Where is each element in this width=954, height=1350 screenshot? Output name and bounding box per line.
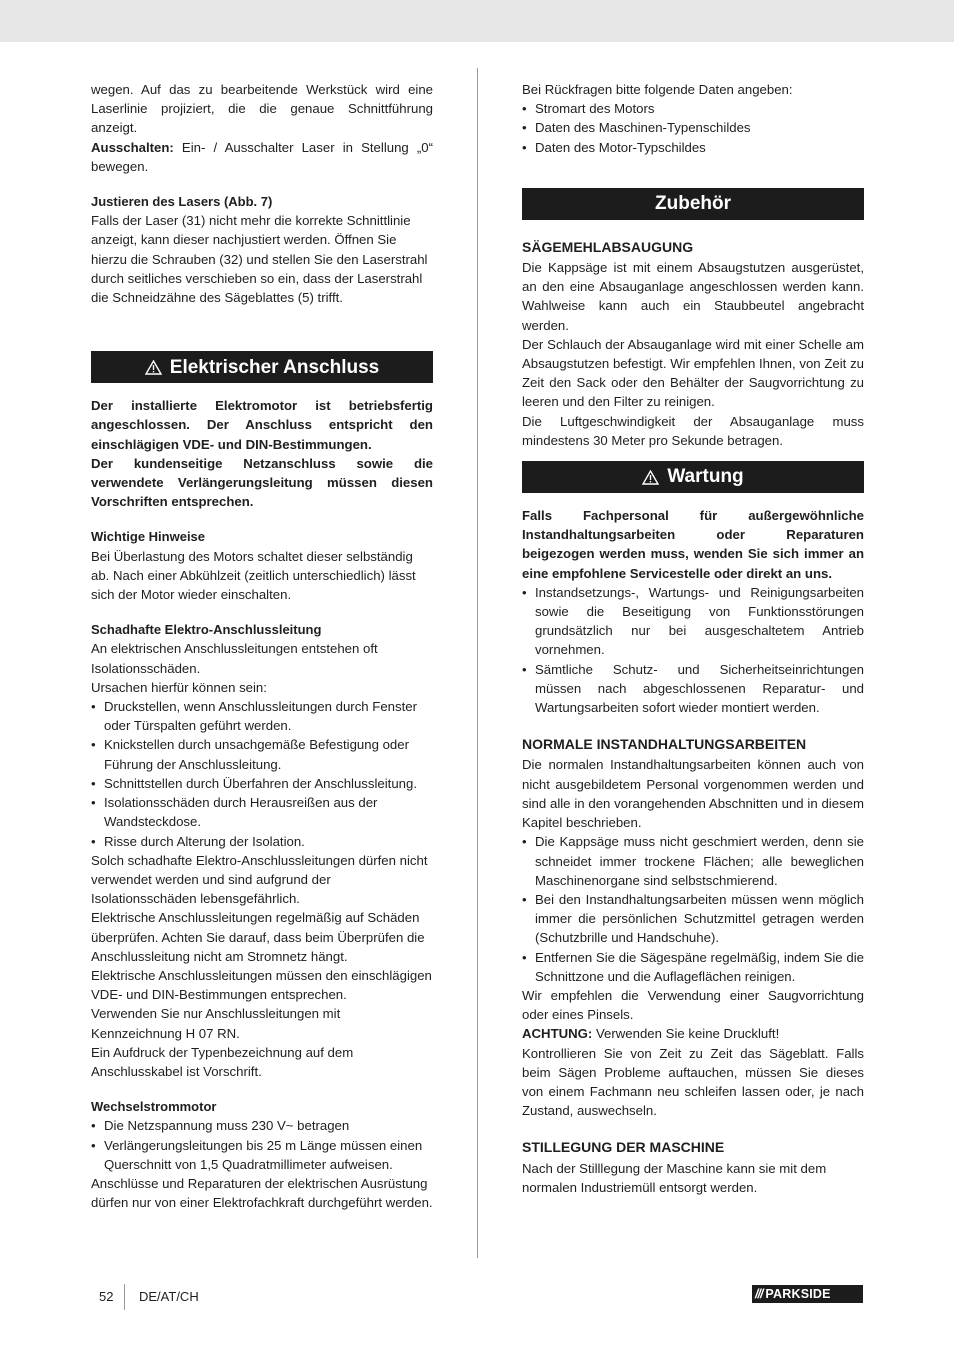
hinweise-heading: Wichtige Hinweise [91, 529, 206, 545]
section-zubehoer [522, 188, 864, 220]
achtung-text: Verwenden Sie keine Druckluft! [592, 1026, 780, 1042]
list-item: • Die Netzspannung muss 230 V~ betragen [91, 1116, 433, 1135]
list-item: • Bei den Instandhaltungsarbeiten müssen wenn möglich immer die persönlichen Schutzmittel getragen werden (Schutzbrille und Handschuhe). [522, 890, 864, 948]
rueckfragen-list [522, 99, 864, 157]
list-item: • Daten des Maschinen-Typenschildes [522, 118, 864, 137]
list-item: • Isolationsschäden durch Herausreißen aus der Wandsteckdose. [91, 793, 433, 831]
warning-icon [642, 470, 659, 485]
normale-text-2: Wir empfehlen die Verwendung einer Saugvorrichtung oder eines Pinsels. [522, 987, 864, 1023]
normale-text-3: Kontrollieren Sie von Zeit zu Zeit das Sägeblatt. Falls beim Sägen Probleme auftauchen, müssen Sie dieses von einem Fachmann neu schleifen lassen oder, je nach Zustand, auswechseln. [522, 1045, 864, 1119]
country-code: DE/AT/CH [139, 1289, 199, 1304]
warning-icon [145, 360, 162, 375]
saegemehl-text-1: Die Kappsäge ist mit einem Absaugstutzen ausgerüstet, an den eine Absauganlage angeschlossen werden kann. Wahlweise kann auch ein Staubbeutel angebracht werden. [522, 260, 864, 333]
wartung-bold: Falls Fachpersonal für außergewöhnliche Instandhaltungsarbeiten oder Reparaturen beigezogen werden muss, wenden Sie sich immer an eine empfohlene Servicestelle oder direkt an uns. [522, 508, 864, 581]
section-title: Zubehör [655, 193, 731, 215]
schadhaft-text-4: Elektrische Anschlussleitungen regelmäßig auf Schäden überprüfen. Achten Sie darauf, dass beim Überprüfen die Anschlussleitung nicht am Stromnetz hängt. [91, 910, 425, 964]
normale-list [522, 832, 864, 986]
stilllegung-text: Nach der Stilllegung der Maschine kann sie mit dem normalen Industriemüll entsorgt werden. [522, 1160, 827, 1195]
list-item: • Die Kappsäge muss nicht geschmiert werden, denn sie schneidet immer trockene Flächen; alle beweglichen Maschinenorgane sind selbstschmierend. [522, 832, 864, 890]
wartung-list [522, 583, 864, 717]
stilllegung-heading: STILLEGUNG DER MASCHINE [522, 1139, 725, 1156]
normale-text-1: Die normalen Instandhaltungsarbeiten können auch von nicht ausgebildetem Personal vorgenommen werden und sind alle in den vorangehenden Abschnitten und in diesem Kapitel beschrieben. [522, 757, 864, 831]
schadhaft-heading: Schadhafte Elektro-Anschlussleitung [91, 622, 322, 638]
ausschalten-paragraph [91, 138, 433, 176]
justieren-heading: Justieren des Lasers (Abb. 7) [91, 194, 273, 210]
list-item: • Schnittstellen durch Überfahren der Anschlussleitung. [91, 774, 433, 793]
schadhaft-text-2: Ursachen hierfür können sein: [91, 679, 267, 695]
list-item: • Stromart des Motors [522, 99, 864, 118]
right-column [522, 80, 864, 1197]
ausschalten-label: Ausschalten: [91, 139, 174, 155]
list-item: • Knickstellen durch unsachgemäße Befestigung oder Führung der Anschlussleitung. [91, 735, 433, 773]
list-item: • Sämtliche Schutz- und Sicherheitseinrichtungen müssen nach abgeschlossenen Reparatur- und Wartungsarbeiten sofort wieder montiert werden. [522, 660, 864, 718]
saegemehl-text-3: Die Luftgeschwindigkeit der Absauganlage muss mindestens 30 Meter pro Sekunde betragen. [522, 413, 864, 448]
justieren-text: Falls der Laser (31) nicht mehr die korrekte Schnittlinie anzeigt, kann dieser nachjustiert werden. Öffnen Sie hierzu die Schrauben (32) und stellen Sie den Laserstrahl durch seitliches verschieben so ein, dass der Laserstrahl die Schneidzähne des Sägeblattes (5) trifft. [91, 213, 428, 306]
list-item: • Daten des Motor-Typschildes [522, 138, 864, 157]
column-divider [477, 68, 478, 1258]
wechsel-heading: Wechselstrommotor [91, 1099, 217, 1115]
schadhaft-text-6: Verwenden Sie nur Anschlussleitungen mit Kennzeichnung H 07 RN. [91, 1006, 341, 1041]
rueckfragen-text: Bei Rückfragen bitte folgende Daten angeben: [522, 82, 793, 97]
hinweise-text: Bei Überlastung des Motors schaltet dieser selbständig ab. Nach einer Abkühlzeit (zeitlich unterschiedlich) lässt sich der Motor wieder einschalten. [91, 548, 416, 603]
wechsel-list [91, 1116, 433, 1174]
wechsel-text: Anschlüsse und Reparaturen der elektrischen Ausrüstung dürfen nur von einer Elektrofachkraft durchgeführt werden. [91, 1175, 433, 1211]
logo-text: PARKSIDE [765, 1287, 831, 1301]
page-number: 52 [99, 1289, 114, 1304]
elektrisch-bold-2: Der kundenseitige Netzanschluss sowie die verwendete Verlängerungsleitung müssen diesen Vorschriften entsprechen. [91, 455, 433, 510]
left-column [91, 80, 433, 1212]
schadhaft-text-1: An elektrischen Anschlussleitungen entstehen oft Isolationsschäden. [91, 641, 378, 676]
section-elektrischer-anschluss [91, 351, 433, 383]
footer-separator [124, 1284, 125, 1310]
header-bar [0, 0, 954, 42]
list-item: • Risse durch Alterung der Isolation. [91, 832, 433, 851]
schadhaft-text-5: Elektrische Anschlussleitungen müssen den einschlägigen VDE- und DIN-Bestimmungen entsprechen. [91, 967, 432, 1003]
schadhaft-list [91, 697, 433, 851]
ausschalten-text: Ein- / Ausschalter Laser in Stellung „0“ bewegen. [91, 139, 433, 174]
list-item: • Instandsetzungs-, Wartungs- und Reinigungsarbeiten sowie die Beseitigung von Funktionsstörungen grundsätzlich nur bei ausgeschaltetem Antrieb vornehmen. [522, 583, 864, 660]
list-item: • Verlängerungsleitungen bis 25 m Länge müssen einen Querschnitt von 1,5 Quadratmillimeter aufweisen. [91, 1136, 433, 1174]
saegemehl-text-2: Der Schlauch der Absauganlage wird mit einer Schelle am Absaugstutzen befestigt. Wir empfehlen Ihnen, von Zeit zu Zeit den Sack oder den Behälter der Saugvorrichtung zu leeren und den Filter zu reinigen. [522, 336, 864, 410]
parkside-logo [752, 1285, 863, 1303]
section-title: Wartung [667, 466, 744, 488]
schadhaft-text-3: Solch schadhafte Elektro-Anschlussleitungen dürfen nicht verwendet werden und sind aufgrund der Isolationsschäden lebensgefährlich. [91, 852, 428, 907]
schadhaft-text-7: Ein Aufdruck der Typenbezeichnung auf dem Anschlusskabel ist Vorschrift. [91, 1044, 354, 1079]
list-item: • Druckstellen, wenn Anschlussleitungen durch Fenster oder Türspalten geführt werden. [91, 697, 433, 735]
elektrisch-bold-1: Der installierte Elektromotor ist betriebsfertig angeschlossen. Der Anschluss entspricht den einschlägigen VDE- und DIN-Bestimmungen. [91, 398, 433, 452]
normale-heading: NORMALE INSTANDHALTUNGSARBEITEN [522, 736, 807, 753]
saegemehl-heading: SÄGEMEHLABSAUGUNG [522, 238, 694, 255]
section-wartung [522, 461, 864, 493]
logo-slashes: /// [755, 1287, 763, 1301]
achtung-paragraph [522, 1024, 864, 1043]
laser-paragraph: wegen. Auf das zu bearbeitende Werkstück wird eine Laserlinie projiziert, die die genaue Schnittführung anzeigt. [91, 82, 433, 136]
list-item: • Entfernen Sie die Sägespäne regelmäßig, indem Sie die Schnittzone und die Auflageflächen reinigen. [522, 948, 864, 986]
achtung-label: ACHTUNG: [522, 1026, 593, 1042]
section-title: Elektrischer Anschluss [169, 356, 380, 378]
